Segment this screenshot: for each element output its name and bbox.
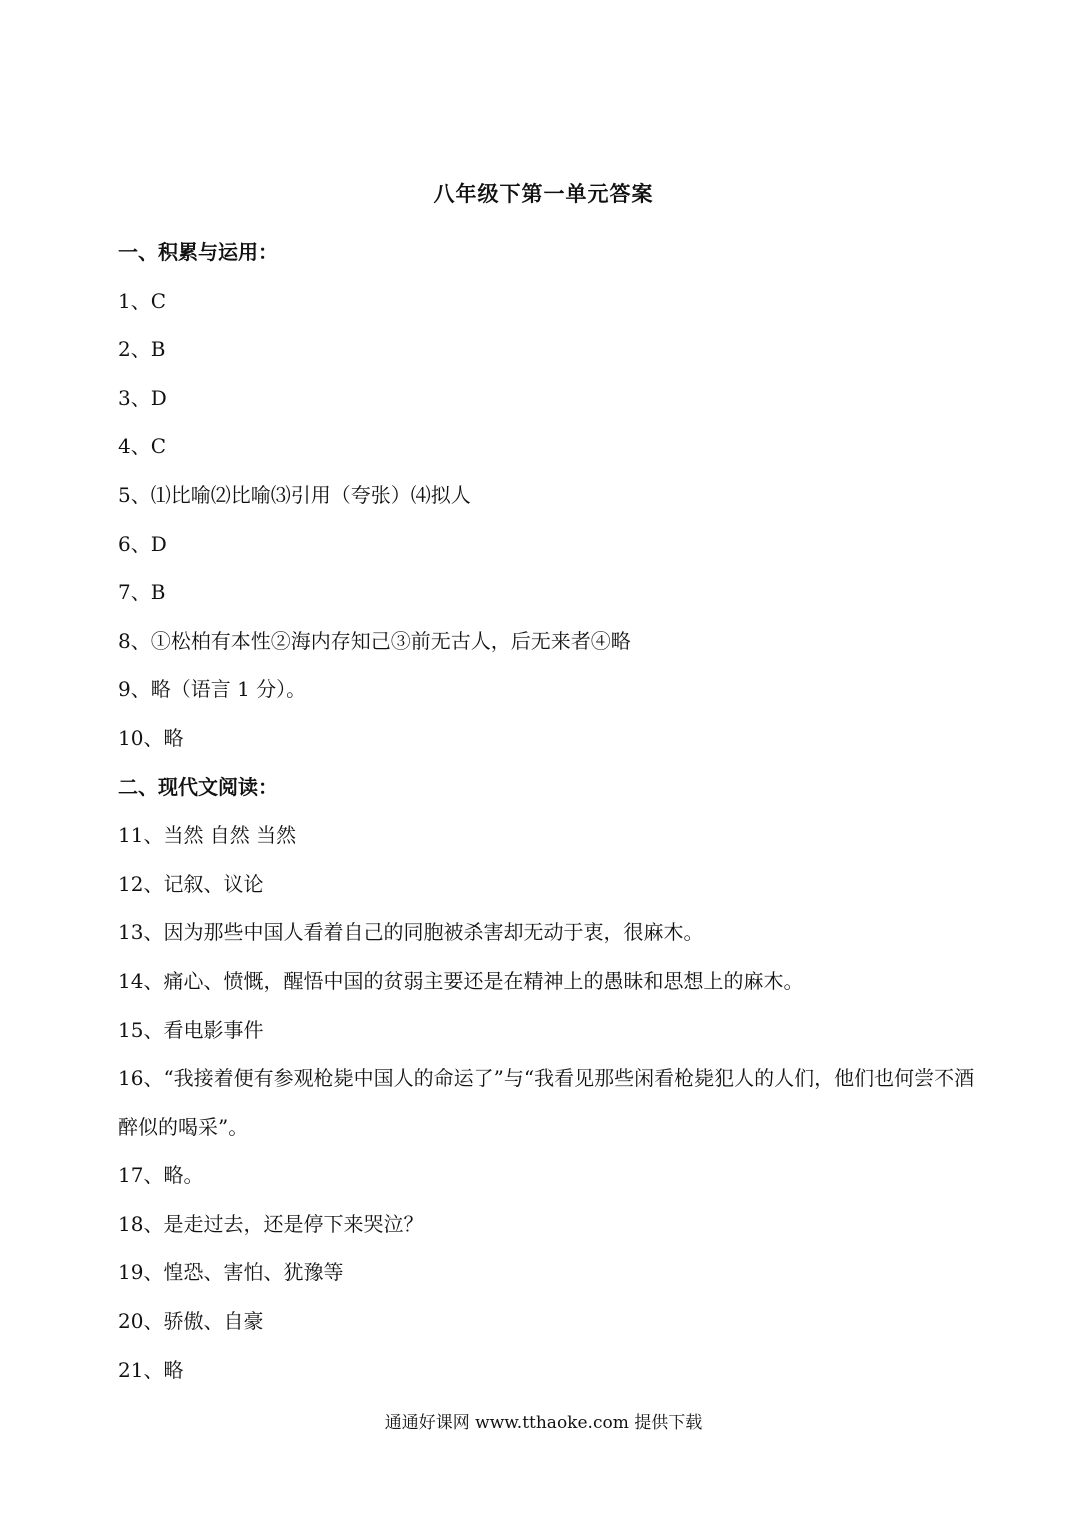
answer-list [118,228,978,1394]
answer-16: 16、“我接着便有参观枪毙中国人的命运了”与“我看见那些闲看枪毙犯人的人们，他们也何尝不酒醉似的喝采”。 [118,1066,975,1139]
answer-8: 8、①松柏有本性②海内存知己③前无古人，后无来者④略 [118,628,631,653]
answer-14: 14、痛心、愤慨，醒悟中国的贫弱主要还是在精神上的愚昧和思想上的麻木。 [118,968,804,993]
answer-10: 10、略 [118,725,184,750]
document-title: 八年级下第一单元答案 [433,181,654,206]
answer-7: 7、B [118,580,166,605]
answer-12: 12、记叙、议论 [118,871,264,896]
answer-2: 2、B [118,337,166,362]
answer-19: 19、惶恐、害怕、犹豫等 [118,1260,344,1285]
section-heading-1: 一、积累与运用： [118,240,278,264]
answer-11: 11、当然 自然 当然 [118,823,297,848]
answer-6: 6、D [118,531,167,556]
answer-20: 20、骄傲、自豪 [118,1309,264,1334]
answer-5: 5、⑴比喻⑵比喻⑶引用（夸张）⑷拟人 [118,482,471,507]
answer-3: 3、D [118,385,167,410]
answer-13: 13、因为那些中国人看着自己的同胞被杀害却无动于衷，很麻木。 [118,920,704,945]
answer-15: 15、看电影事件 [118,1017,264,1042]
answer-17: 17、略。 [118,1163,204,1188]
answer-4: 4、C [118,434,167,459]
answer-1: 1、C [118,288,167,313]
answer-21: 21、略 [118,1357,184,1382]
answer-9: 9、略（语言 1 分）。 [118,677,307,702]
footer-text: 通通好课网 www.tthaoke.com 提供下载 [384,1413,703,1433]
answer-18: 18、是走过去，还是停下来哭泣？ [118,1211,424,1236]
section-heading-2: 二、现代文阅读： [118,774,278,799]
